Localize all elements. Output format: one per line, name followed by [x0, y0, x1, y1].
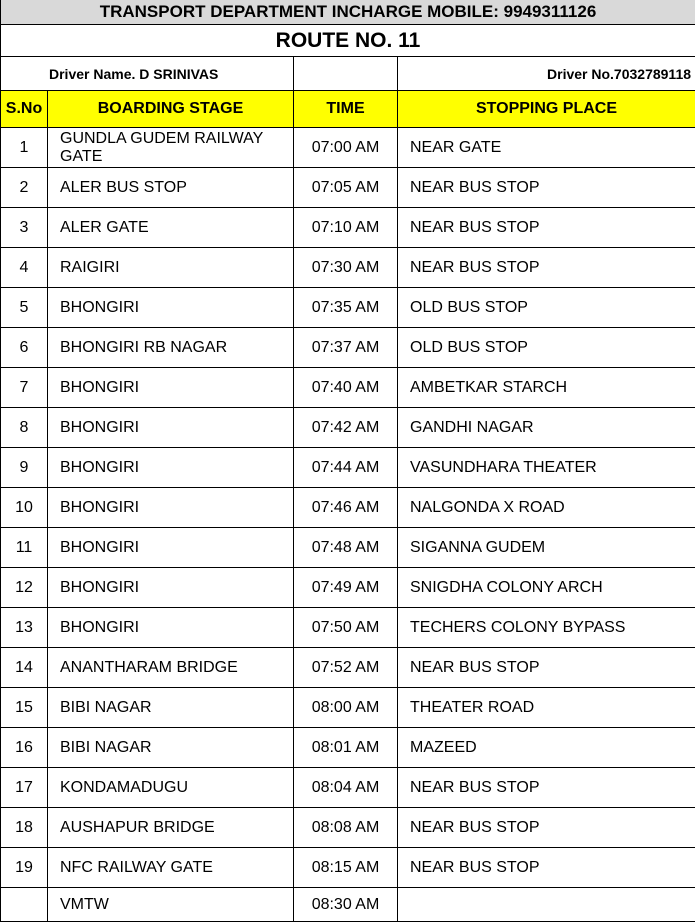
cell-sno: 17 [1, 768, 48, 808]
cell-stopping-place: SNIGDHA COLONY ARCH [398, 568, 695, 608]
column-header-sno: S.No [1, 91, 48, 128]
table-row [1, 768, 695, 808]
column-header-row [1, 91, 695, 128]
driver-blank-cell [294, 57, 398, 91]
cell-boarding-stage: ALER BUS STOP [48, 168, 294, 208]
cell-sno: 12 [1, 568, 48, 608]
table-row [1, 688, 695, 728]
column-header-stopping-place: STOPPING PLACE [398, 91, 695, 128]
cell-boarding-stage: VMTW [48, 888, 294, 922]
cell-boarding-stage: BHONGIRI [48, 608, 294, 648]
table-row [1, 168, 695, 208]
table-row [1, 448, 695, 488]
table-row [1, 208, 695, 248]
cell-boarding-stage: BHONGIRI [48, 288, 294, 328]
table-row [1, 128, 695, 168]
cell-sno: 11 [1, 528, 48, 568]
department-title: TRANSPORT DEPARTMENT INCHARGE MOBILE: 9949311126 [1, 0, 695, 25]
cell-time: 08:01 AM [294, 728, 398, 768]
cell-stopping-place: SIGANNA GUDEM [398, 528, 695, 568]
cell-boarding-stage: BIBI NAGAR [48, 728, 294, 768]
cell-time: 07:35 AM [294, 288, 398, 328]
cell-time: 07:00 AM [294, 128, 398, 168]
cell-boarding-stage: ALER GATE [48, 208, 294, 248]
cell-boarding-stage: BHONGIRI [48, 528, 294, 568]
cell-stopping-place: AMBETKAR STARCH [398, 368, 695, 408]
driver-row [1, 57, 695, 91]
cell-sno: 6 [1, 328, 48, 368]
cell-time: 07:49 AM [294, 568, 398, 608]
table-row [1, 888, 695, 922]
cell-time: 07:50 AM [294, 608, 398, 648]
cell-time: 08:08 AM [294, 808, 398, 848]
cell-sno: 4 [1, 248, 48, 288]
cell-stopping-place: NALGONDA X ROAD [398, 488, 695, 528]
cell-sno: 10 [1, 488, 48, 528]
title-row [1, 0, 695, 25]
cell-time: 07:42 AM [294, 408, 398, 448]
cell-boarding-stage: BIBI NAGAR [48, 688, 294, 728]
cell-stopping-place: THEATER ROAD [398, 688, 695, 728]
column-header-time: TIME [294, 91, 398, 128]
cell-sno: 15 [1, 688, 48, 728]
table-row [1, 328, 695, 368]
cell-time: 07:52 AM [294, 648, 398, 688]
cell-boarding-stage: BHONGIRI [48, 488, 294, 528]
cell-time: 08:15 AM [294, 848, 398, 888]
cell-stopping-place: MAZEED [398, 728, 695, 768]
cell-stopping-place: OLD BUS STOP [398, 328, 695, 368]
cell-boarding-stage: GUNDLA GUDEM RAILWAY GATE [48, 128, 294, 168]
table-row [1, 288, 695, 328]
cell-time: 08:04 AM [294, 768, 398, 808]
table-row [1, 608, 695, 648]
cell-stopping-place: NEAR BUS STOP [398, 808, 695, 848]
cell-time: 07:10 AM [294, 208, 398, 248]
cell-sno: 14 [1, 648, 48, 688]
cell-sno: 9 [1, 448, 48, 488]
cell-time: 07:40 AM [294, 368, 398, 408]
cell-boarding-stage: NFC RAILWAY GATE [48, 848, 294, 888]
cell-time: 07:48 AM [294, 528, 398, 568]
cell-sno: 3 [1, 208, 48, 248]
cell-stopping-place: NEAR BUS STOP [398, 248, 695, 288]
cell-boarding-stage: KONDAMADUGU [48, 768, 294, 808]
cell-stopping-place: GANDHI NAGAR [398, 408, 695, 448]
table-row [1, 488, 695, 528]
route-number: ROUTE NO. 11 [1, 25, 695, 57]
cell-sno: 1 [1, 128, 48, 168]
cell-stopping-place: NEAR BUS STOP [398, 648, 695, 688]
cell-stopping-place: OLD BUS STOP [398, 288, 695, 328]
cell-sno: 18 [1, 808, 48, 848]
cell-boarding-stage: BHONGIRI RB NAGAR [48, 328, 294, 368]
cell-time: 07:44 AM [294, 448, 398, 488]
cell-time: 07:37 AM [294, 328, 398, 368]
cell-sno: 19 [1, 848, 48, 888]
cell-boarding-stage: BHONGIRI [48, 408, 294, 448]
cell-time: 07:30 AM [294, 248, 398, 288]
cell-time: 07:05 AM [294, 168, 398, 208]
cell-time: 07:46 AM [294, 488, 398, 528]
table-row [1, 848, 695, 888]
table-row [1, 248, 695, 288]
cell-boarding-stage: BHONGIRI [48, 448, 294, 488]
cell-sno: 5 [1, 288, 48, 328]
cell-stopping-place: NEAR GATE [398, 128, 695, 168]
cell-sno: 2 [1, 168, 48, 208]
table-row [1, 808, 695, 848]
table-row [1, 648, 695, 688]
table-row [1, 408, 695, 448]
cell-stopping-place: NEAR BUS STOP [398, 208, 695, 248]
table-row [1, 528, 695, 568]
cell-sno: 16 [1, 728, 48, 768]
route-row [1, 25, 695, 57]
cell-time: 08:00 AM [294, 688, 398, 728]
cell-boarding-stage: RAIGIRI [48, 248, 294, 288]
cell-time: 08:30 AM [294, 888, 398, 922]
cell-stopping-place: NEAR BUS STOP [398, 168, 695, 208]
cell-boarding-stage: ANANTHARAM BRIDGE [48, 648, 294, 688]
cell-boarding-stage: BHONGIRI [48, 368, 294, 408]
cell-stopping-place: TECHERS COLONY BYPASS [398, 608, 695, 648]
cell-sno [1, 888, 48, 922]
column-header-boarding-stage: BOARDING STAGE [48, 91, 294, 128]
table-row [1, 728, 695, 768]
cell-stopping-place [398, 888, 695, 922]
cell-stopping-place: NEAR BUS STOP [398, 848, 695, 888]
cell-boarding-stage: AUSHAPUR BRIDGE [48, 808, 294, 848]
cell-boarding-stage: BHONGIRI [48, 568, 294, 608]
cell-sno: 13 [1, 608, 48, 648]
cell-sno: 8 [1, 408, 48, 448]
driver-name: Driver Name. D SRINIVAS [1, 57, 294, 91]
driver-number: Driver No.7032789118 [398, 57, 695, 91]
table-row [1, 368, 695, 408]
cell-stopping-place: VASUNDHARA THEATER [398, 448, 695, 488]
table-row [1, 568, 695, 608]
cell-stopping-place: NEAR BUS STOP [398, 768, 695, 808]
cell-sno: 7 [1, 368, 48, 408]
